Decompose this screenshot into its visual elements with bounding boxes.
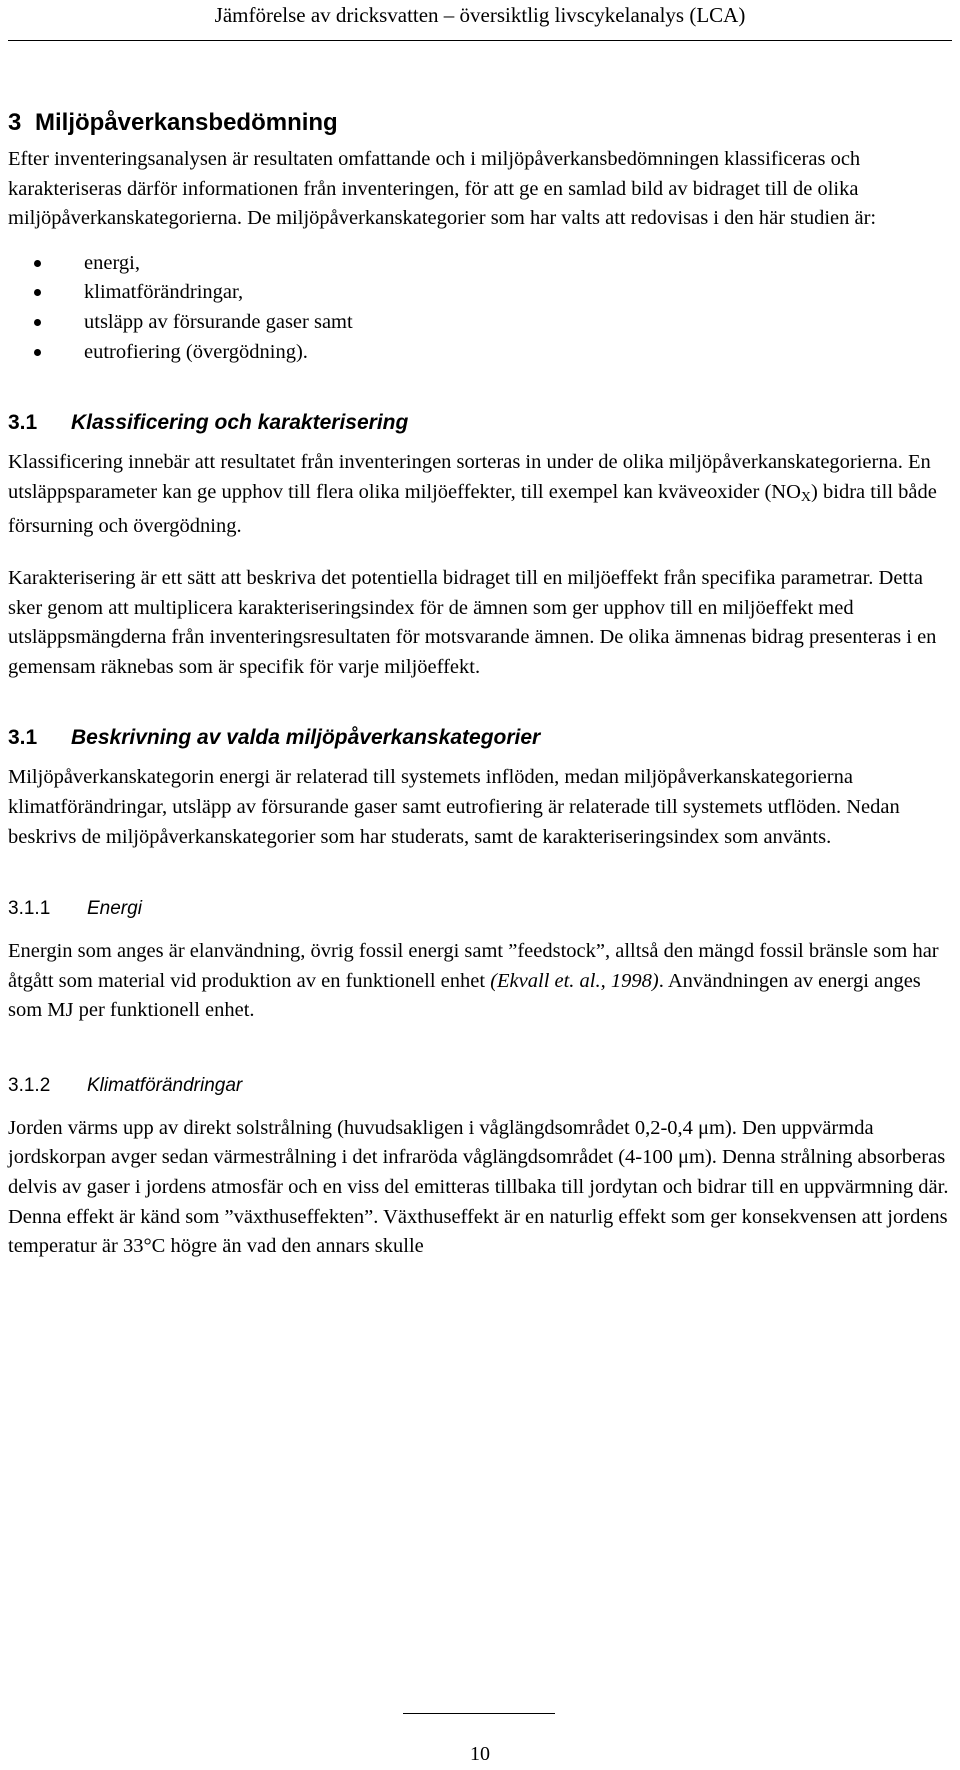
list-item: utsläpp av försurande gaser samt — [8, 308, 952, 338]
citation: (Ekvall et. al., 1998) — [490, 969, 659, 992]
running-header: Jämförelse av dricksvatten – översiktlig livscykelanalys (LCA) — [214, 3, 746, 27]
classification-paragraph — [8, 448, 952, 542]
heading-3-1-1-energi — [8, 896, 952, 922]
subscript-x: X — [800, 489, 812, 505]
characterization-paragraph: Karakterisering är ett sätt att beskriva det potentiella bidraget till en miljöeffekt från specifika parametrar. Detta sker genom att multiplicera karakteriseringsindex för de ämnen som ger upphov till en miljöeffekt med utsläppsmängderna från inventeringsresultaten för motsvarande ämnen. De olika ämnenas bidrag presenteras i en gemensam räknebas som är specifik för varje miljöeffekt. — [8, 566, 937, 678]
heading-number: 3.1.1 — [8, 898, 51, 920]
heading-number: 3.1.2 — [8, 1074, 51, 1096]
footer-rule — [403, 1713, 555, 1714]
page-content — [8, 108, 952, 1262]
heading-title: Klassificering och karakterisering — [71, 411, 409, 435]
heading-3-1-klassificering — [8, 409, 952, 437]
heading-number: 3.1 — [8, 726, 38, 750]
impact-category-list — [8, 249, 952, 367]
energy-paragraph — [8, 937, 952, 1026]
climate-paragraph: Jorden värms upp av direkt solstrålning (huvudsakligen i våglängdsområdet 0,2-0,4 μm). Den uppvärmda jordskorpan avger sedan värmestrålning i det infraröda våglängdsområdet (4-100 μm). Denna strålning absorberas delvis av gaser i jordens atmosfär och en viss del emitteras tillbaka till jordytan och bidrar till en uppvärmning där. Denna effekt är känd som ”växthuseffekten”. Växthuseffekt är en naturlig effekt som ger konsekvensen att jordens temperatur är 33°C högre än vad den annars skulle — [8, 1116, 949, 1258]
list-item: eutrofiering (övergödning). — [8, 338, 952, 368]
paragraph-text: Klassificering innebär att resultatet från inventeringen sorteras in under de olika miljöpåverkanskategorierna. En utsläppsparameter kan ge upphov till flera olika miljöeffekter, till exempel kan kväveoxider (NO — [8, 451, 931, 503]
description-paragraph: Miljöpåverkanskategorin energi är relaterad till systemets inflöden, medan miljöpåverkanskategorierna klimatförändringar, utsläpp av försurande gaser samt eutrofiering är relaterade till systemets utflöden. Nedan beskrivs de miljöpåverkanskategorier som har studerats, samt de karakteriseringsindex som använts. — [8, 766, 900, 848]
list-item: klimatförändringar, — [8, 278, 952, 308]
paragraph-text: Energin som anges är elanvändning, övrig fossil energi samt ”feedstock”, alltså den mängd fossil bränsle som har åtgått som material vid produktion av en funktionell enhet — [8, 940, 939, 992]
heading-title: Beskrivning av valda miljöpåverkanskategorier — [71, 726, 541, 750]
heading-3-1-beskrivning — [8, 724, 952, 752]
heading-title: Energi — [87, 898, 142, 920]
paragraph-text: ) bidra till både försurning och övergödning. — [8, 480, 937, 538]
header-rule — [8, 40, 952, 41]
heading-title: Klimatförändringar — [87, 1074, 243, 1096]
intro-paragraph: Efter inventeringsanalysen är resultaten omfattande och i miljöpåverkansbedömningen klassificeras och karakteriseras därför informationen från inventeringen, för att ge en samlad bild av bidraget till de olika miljöpåverkanskategorierna. De miljöpåverkanskategorier som har valts att redovisas i den här studien är: — [8, 148, 877, 230]
heading-3-1-2-klimat — [8, 1073, 952, 1099]
heading-number: 3 — [8, 109, 22, 136]
page-number: 10 — [470, 1743, 490, 1765]
heading-section-3 — [8, 108, 952, 138]
heading-title: Miljöpåverkansbedömning — [35, 109, 338, 136]
paragraph-text: . Användningen av energi anges som MJ per funktionell enhet. — [8, 969, 921, 1022]
list-item: energi, — [8, 249, 952, 279]
heading-number: 3.1 — [8, 411, 38, 435]
